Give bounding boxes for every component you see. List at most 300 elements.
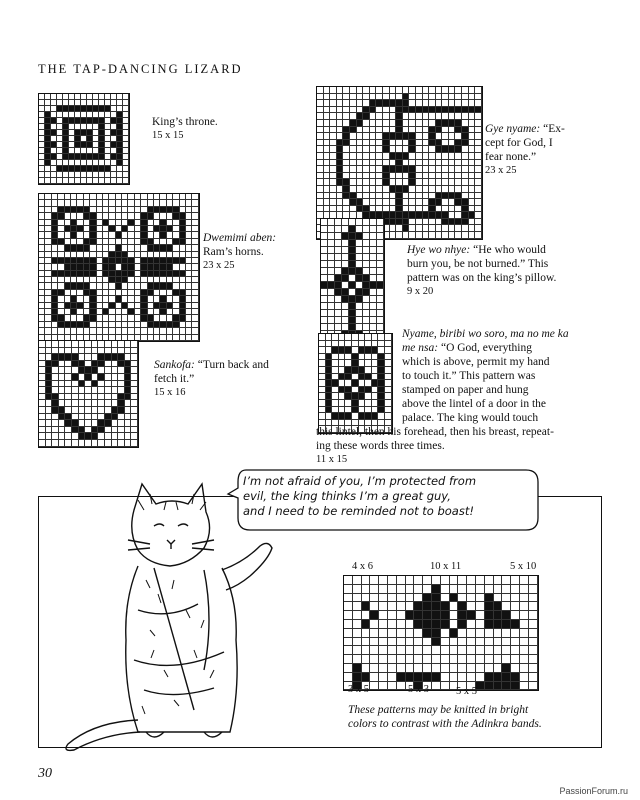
grid-cell (46, 367, 53, 374)
grid-cell (85, 348, 92, 355)
grid-cell (383, 113, 390, 120)
grid-cell (363, 140, 370, 147)
grid-cell (59, 440, 66, 447)
grid-cell (376, 140, 383, 147)
grid-cell (458, 673, 467, 682)
grid-cell (343, 199, 350, 206)
grid-cell (455, 127, 462, 134)
grid-cell (343, 160, 350, 167)
grid-cell (343, 186, 350, 193)
grid-cell (396, 140, 403, 147)
grid-cell (469, 140, 476, 147)
grid-cell (105, 420, 112, 427)
grid-cell (376, 146, 383, 153)
grid-cell (353, 673, 362, 682)
grid-cell (442, 107, 449, 114)
grid-cell (105, 348, 112, 355)
grid-cell (118, 433, 125, 440)
grid-cell (494, 611, 503, 620)
grid-cell (324, 146, 331, 153)
grid-cell (39, 374, 46, 381)
grid-cell (335, 268, 342, 275)
grid-cell (397, 620, 406, 629)
grid-cell (112, 374, 119, 381)
grid-cell (328, 310, 335, 317)
grid-cell (321, 268, 328, 275)
grid-cell (85, 354, 92, 361)
grid-cell (59, 374, 66, 381)
grid-cell (350, 153, 357, 160)
grid-cell (397, 655, 406, 664)
grid-cell (372, 374, 379, 381)
grid-cell (98, 361, 105, 368)
grid-cell (429, 173, 436, 180)
grid-cell (85, 387, 92, 394)
grid-cell (370, 261, 377, 268)
grid-cell (326, 400, 333, 407)
grid-cell (390, 100, 397, 107)
grid-cell (467, 638, 476, 647)
grid-cell (403, 120, 410, 127)
grid-cell (362, 629, 371, 638)
grid-cell (449, 127, 456, 134)
grid-cell (357, 179, 364, 186)
grid-cell (441, 611, 450, 620)
grid-cell (46, 381, 53, 388)
grid-cell (432, 629, 441, 638)
grid-cell (376, 153, 383, 160)
grid-cell (511, 629, 520, 638)
grid-cell (449, 193, 456, 200)
grid-cell (362, 611, 371, 620)
grid-cell (370, 303, 377, 310)
grid-cell (359, 400, 366, 407)
grid-cell (365, 367, 372, 374)
grid-cell (469, 153, 476, 160)
grid-cell (342, 254, 349, 261)
grid-cell (72, 427, 79, 434)
grid-cell (485, 611, 494, 620)
grid-cell (450, 594, 459, 603)
grid-cell (423, 100, 430, 107)
grid-cell (475, 232, 482, 239)
grid-cell (416, 173, 423, 180)
grid-cell (416, 199, 423, 206)
grid-cell (429, 94, 436, 101)
grid-cell (423, 212, 430, 219)
grid-cell (92, 440, 99, 447)
grid-cell (125, 341, 132, 348)
grid-cell (458, 602, 467, 611)
grid-cell (416, 140, 423, 147)
grid-cell (455, 173, 462, 180)
grid-cell (39, 440, 46, 447)
grid-cell (324, 100, 331, 107)
grid-cell (377, 317, 384, 324)
grid-cell (485, 602, 494, 611)
grid-cell (370, 186, 377, 193)
grid-cell (423, 620, 432, 629)
grid-cell (92, 394, 99, 401)
grid-cell (458, 594, 467, 603)
grid-cell (79, 381, 86, 388)
grid-cell (362, 620, 371, 629)
grid-cell (511, 638, 520, 647)
grid-cell (378, 380, 385, 387)
grid-cell (511, 620, 520, 629)
grid-cell (423, 646, 432, 655)
grid-cell (328, 275, 335, 282)
grid-cell (118, 440, 125, 447)
grid-cell (529, 646, 538, 655)
grid-cell (432, 682, 441, 691)
grid-cell (455, 107, 462, 114)
grid-cell (59, 414, 66, 421)
grid-cell (39, 414, 46, 421)
caption-line: pattern was on the king’s pillow. (407, 272, 557, 284)
grid-cell (105, 354, 112, 361)
grid-cell (350, 166, 357, 173)
grid-cell (363, 94, 370, 101)
grid-cell (469, 100, 476, 107)
grid-cell (462, 225, 469, 232)
grid-cell (475, 133, 482, 140)
grid-cell (377, 247, 384, 254)
grid-cell (85, 367, 92, 374)
grid-cell (356, 268, 363, 275)
grid-cell (350, 94, 357, 101)
grid-cell (39, 400, 46, 407)
kings-throne-chart (38, 93, 130, 185)
grid-cell (359, 354, 366, 361)
grid-cell (339, 354, 346, 361)
caption-line: burn you, be not burned.” This (407, 258, 549, 270)
grid-cell (416, 146, 423, 153)
grid-cell (349, 268, 356, 275)
grid-cell (423, 87, 430, 94)
grid-cell (345, 334, 352, 341)
grid-cell (475, 179, 482, 186)
grid-cell (455, 113, 462, 120)
grid-cell (72, 387, 79, 394)
grid-cell (455, 160, 462, 167)
grid-cell (72, 341, 79, 348)
grid-cell (125, 387, 132, 394)
grid-cell (475, 166, 482, 173)
grid-cell (462, 186, 469, 193)
grid-cell (363, 133, 370, 140)
grid-cell (337, 160, 344, 167)
grid-cell (414, 664, 423, 673)
grid-cell (467, 655, 476, 664)
grid-cell (449, 113, 456, 120)
grid-cell (46, 387, 53, 394)
grid-cell (406, 664, 415, 673)
grid-cell (469, 193, 476, 200)
grid-cell (396, 193, 403, 200)
grid-cell (414, 594, 423, 603)
grid-cell (345, 393, 352, 400)
grid-cell (423, 173, 430, 180)
grid-cell (403, 212, 410, 219)
grid-cell (356, 317, 363, 324)
grid-cell (85, 400, 92, 407)
grid-cell (388, 602, 397, 611)
grid-cell (416, 232, 423, 239)
grid-cell (352, 354, 359, 361)
grid-cell (98, 394, 105, 401)
grid-cell (423, 602, 432, 611)
grid-cell (511, 673, 520, 682)
grid-cell (85, 427, 92, 434)
grid-cell (337, 140, 344, 147)
caption-line: “Turn back and (197, 359, 269, 371)
grid-cell (376, 193, 383, 200)
grid-cell (324, 94, 331, 101)
grid-cell (458, 646, 467, 655)
grid-cell (388, 664, 397, 673)
grid-cell (332, 360, 339, 367)
grid-cell (339, 367, 346, 374)
grid-cell (353, 638, 362, 647)
grid-cell (370, 107, 377, 114)
grid-cell (353, 611, 362, 620)
grid-cell (385, 347, 392, 354)
grid-cell (432, 638, 441, 647)
grid-cell (429, 160, 436, 167)
grid-cell (520, 646, 529, 655)
grid-cell (352, 360, 359, 367)
grid-cell (112, 420, 119, 427)
grid-cell (362, 576, 371, 585)
grid-cell (423, 94, 430, 101)
grid-cell (455, 120, 462, 127)
grid-cell (494, 673, 503, 682)
grid-cell (376, 166, 383, 173)
grid-cell (335, 317, 342, 324)
grid-cell (436, 225, 443, 232)
grid-cell (423, 166, 430, 173)
grid-cell (79, 361, 86, 368)
grid-cell (344, 594, 353, 603)
caption-dims: 15 x 15 (152, 130, 184, 141)
grid-cell (118, 367, 125, 374)
grid-cell (385, 400, 392, 407)
grid-cell (442, 166, 449, 173)
grid-cell (131, 407, 138, 414)
grid-cell (475, 219, 482, 226)
grid-cell (432, 602, 441, 611)
grid-cell (436, 232, 443, 239)
grid-cell (370, 113, 377, 120)
grid-cell (319, 341, 326, 348)
grid-cell (383, 146, 390, 153)
grid-cell (59, 354, 66, 361)
grid-cell (455, 94, 462, 101)
grid-cell (378, 387, 385, 394)
grid-cell (449, 94, 456, 101)
grid-cell (370, 317, 377, 324)
grid-cell (403, 94, 410, 101)
grid-cell (429, 107, 436, 114)
grid-cell (72, 414, 79, 421)
grid-cell (118, 400, 125, 407)
grid-cell (328, 282, 335, 289)
grid-cell (335, 247, 342, 254)
grid-cell (502, 594, 511, 603)
grid-cell (92, 427, 99, 434)
grid-cell (363, 153, 370, 160)
grid-cell (370, 594, 379, 603)
grid-cell (344, 664, 353, 673)
grid-cell (442, 120, 449, 127)
grid-cell (112, 367, 119, 374)
grid-cell (442, 127, 449, 134)
grid-cell (131, 374, 138, 381)
grid-cell (328, 247, 335, 254)
grid-cell (330, 166, 337, 173)
grid-cell (429, 199, 436, 206)
grid-cell (469, 87, 476, 94)
grid-cell (85, 341, 92, 348)
grid-cell (65, 348, 72, 355)
grid-cell (85, 420, 92, 427)
grid-cell (378, 367, 385, 374)
grid-cell (343, 166, 350, 173)
grid-cell (342, 233, 349, 240)
grid-cell (131, 414, 138, 421)
grid-cell (409, 160, 416, 167)
grid-cell (409, 127, 416, 134)
grid-cell (330, 100, 337, 107)
gye-nyame-chart (316, 86, 483, 240)
grid-cell (469, 107, 476, 114)
grid-cell (442, 113, 449, 120)
grid-cell (406, 585, 415, 594)
grid-cell (342, 317, 349, 324)
grid-cell (92, 420, 99, 427)
caption-line: palace. The king would touch (402, 412, 539, 424)
grid-cell (105, 414, 112, 421)
grid-cell (409, 100, 416, 107)
grid-cell (350, 120, 357, 127)
grid-cell (529, 655, 538, 664)
grid-cell (85, 381, 92, 388)
grid-cell (432, 655, 441, 664)
page-header: THE TAP-DANCING LIZARD (38, 62, 243, 76)
grid-cell (118, 381, 125, 388)
grid-cell (79, 341, 86, 348)
grid-cell (344, 629, 353, 638)
grid-cell (449, 146, 456, 153)
grid-cell (357, 160, 364, 167)
grid-cell (65, 341, 72, 348)
grid-cell (436, 120, 443, 127)
grid-cell (105, 440, 112, 447)
grid-cell (362, 673, 371, 682)
grid-cell (458, 655, 467, 664)
grid-cell (449, 87, 456, 94)
grid-cell (396, 87, 403, 94)
grid-cell (356, 282, 363, 289)
grid-cell (520, 602, 529, 611)
grid-cell (85, 440, 92, 447)
grid-cell (397, 646, 406, 655)
grid-cell (403, 232, 410, 239)
grid-cell (416, 179, 423, 186)
grid-cell (396, 232, 403, 239)
grid-cell (494, 638, 503, 647)
grid-cell (337, 166, 344, 173)
grid-cell (372, 360, 379, 367)
grid-cell (324, 140, 331, 147)
grid-cell (403, 113, 410, 120)
grid-cell (388, 585, 397, 594)
grid-cell (356, 254, 363, 261)
grid-cell (332, 354, 339, 361)
grid-cell (79, 367, 86, 374)
grid-cell (345, 360, 352, 367)
grid-cell (442, 153, 449, 160)
grid-cell (429, 225, 436, 232)
grid-cell (112, 407, 119, 414)
grid-cell (350, 87, 357, 94)
grid-cell (92, 361, 99, 368)
grid-cell (365, 400, 372, 407)
grid-cell (357, 120, 364, 127)
grid-cell (357, 127, 364, 134)
grid-cell (370, 160, 377, 167)
grid-cell (357, 173, 364, 180)
grid-cell (343, 140, 350, 147)
grid-cell (403, 193, 410, 200)
grid-cell (376, 113, 383, 120)
grid-cell (385, 380, 392, 387)
caption-dims: 15 x 16 (154, 387, 186, 398)
grid-cell (423, 120, 430, 127)
grid-cell (378, 347, 385, 354)
grid-cell (406, 611, 415, 620)
grid-cell (462, 199, 469, 206)
grid-cell (365, 360, 372, 367)
grid-cell (476, 602, 485, 611)
grid-cell (72, 348, 79, 355)
grid-cell (112, 427, 119, 434)
grid-cell (52, 348, 59, 355)
grid-cell (324, 153, 331, 160)
grid-cell (462, 94, 469, 101)
grid-cell (485, 620, 494, 629)
grid-cell (65, 427, 72, 434)
grid-cell (476, 646, 485, 655)
grid-cell (353, 585, 362, 594)
grid-cell (529, 682, 538, 691)
grid-cell (403, 199, 410, 206)
grid-cell (319, 393, 326, 400)
grid-cell (372, 354, 379, 361)
grid-cell (390, 120, 397, 127)
grid-cell (388, 655, 397, 664)
grid-cell (79, 354, 86, 361)
grid-cell (455, 206, 462, 213)
grid-cell (502, 629, 511, 638)
grid-cell (345, 374, 352, 381)
grid-cell (363, 166, 370, 173)
grid-cell (353, 602, 362, 611)
grid-cell (359, 393, 366, 400)
grid-cell (59, 394, 66, 401)
grid-cell (359, 347, 366, 354)
